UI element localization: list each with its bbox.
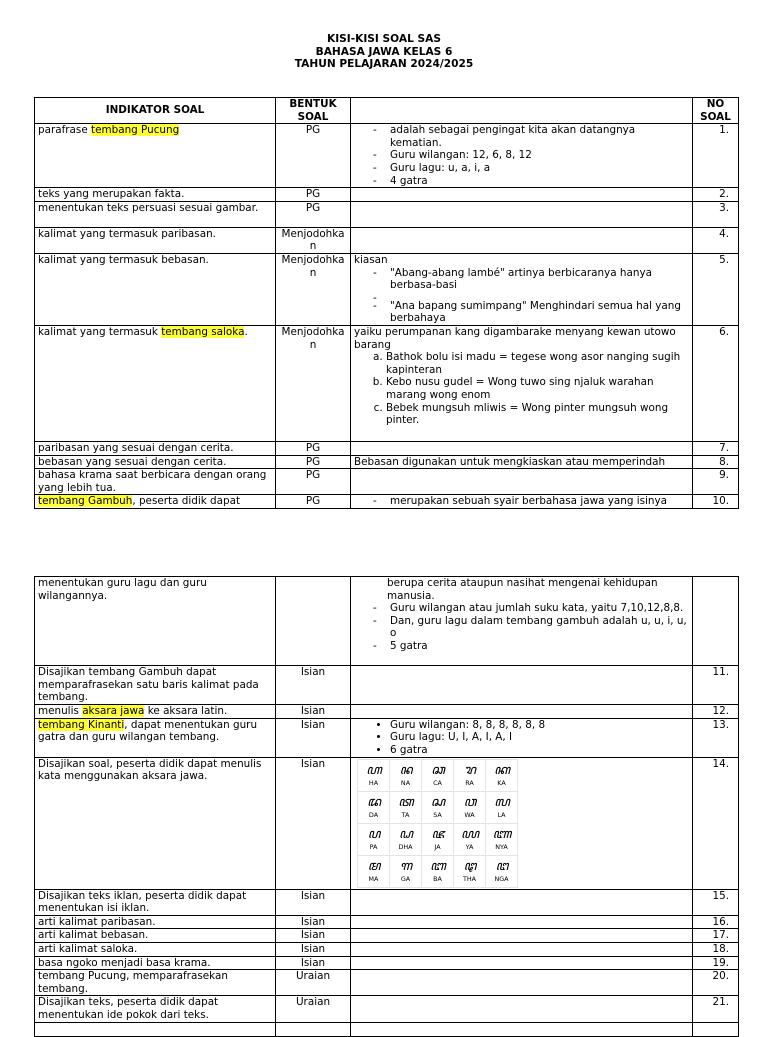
bentuk-cell: PG xyxy=(276,495,351,509)
list-item: • 6 gatra xyxy=(390,744,689,757)
header-materi xyxy=(351,98,693,124)
indikator-cell: paribasan yang sesuai dengan cerita. xyxy=(35,441,276,455)
no-cell: 20. xyxy=(693,970,739,996)
no-cell: 9. xyxy=(693,469,739,495)
table-row xyxy=(35,325,739,441)
aksara-glyph: ꦔ xyxy=(495,858,508,874)
bentuk-cell: Isian xyxy=(276,757,351,889)
list-item: a. Bathok bolu isi madu = tegese wong asor nanging sugih kapinteran xyxy=(386,351,689,376)
table-row xyxy=(35,188,739,202)
aksara-glyph: ꦠ xyxy=(398,794,413,810)
indikator-cell: menentukan teks persuasi sesuai gambar. xyxy=(35,201,276,227)
aksara-glyph: ꦤ xyxy=(399,762,412,778)
materi-cell xyxy=(351,705,693,719)
aksara-glyph: ꦲ xyxy=(366,762,381,778)
bentuk-cell: Isian xyxy=(276,666,351,705)
no-cell: 6. xyxy=(693,325,739,441)
indikator-cell: Disajikan tembang Gambuh dapat memparafrasekan satu baris kalimat pada tembang. xyxy=(35,666,276,705)
indikator-cell: kalimat yang termasuk bebasan. xyxy=(35,253,276,325)
indikator-cell: basa ngoko menjadi basa krama. xyxy=(35,956,276,970)
list-item: - Guru lagu: u, a, i, a xyxy=(390,162,689,175)
aksara-cell-ha xyxy=(358,759,390,791)
table-row xyxy=(35,889,739,915)
table-row xyxy=(35,996,739,1022)
table-row xyxy=(35,956,739,970)
aksara-latin-label: DHA xyxy=(398,842,413,851)
document-title xyxy=(0,33,768,71)
aksara-cell-dha xyxy=(390,823,422,855)
bentuk-cell: PG xyxy=(276,188,351,202)
aksara-cell-pa xyxy=(358,823,390,855)
aksara-glyph: ꦱ xyxy=(430,794,445,810)
aksara-row xyxy=(358,791,518,823)
indikator-cell: Disajikan soal, peserta didik dapat menulis kata menggunakan aksara jawa. xyxy=(35,757,276,889)
indikator-cell: bebasan yang sesuai dengan cerita. xyxy=(35,455,276,469)
indikator-cell: tembang Gambuh, peserta didik dapat xyxy=(35,495,276,509)
aksara-cell-ka xyxy=(486,759,518,791)
indikator-cell: kalimat yang termasuk tembang saloka. xyxy=(35,325,276,441)
materi-cell xyxy=(351,889,693,915)
list-item: - Guru wilangan: 12, 6, 8, 12 xyxy=(390,149,689,162)
materi-cell xyxy=(351,495,693,509)
table-row xyxy=(35,441,739,455)
materi-cell xyxy=(351,996,693,1022)
indikator-cell: menulis aksara jawa ke aksara latin. xyxy=(35,705,276,719)
table-row-partial xyxy=(35,1022,739,1036)
bentuk-cell: Isian xyxy=(276,889,351,915)
aksara-latin-label: HA xyxy=(368,778,379,787)
list-item: - "Ana bapang sumimpang" Menghindari semua hal yang berbahaya xyxy=(390,300,689,325)
aksara-cell-ba xyxy=(422,855,454,887)
aksara-latin-label: WA xyxy=(464,810,475,819)
aksara-jawa-chart xyxy=(357,759,518,888)
bentuk-cell: Isian xyxy=(276,915,351,929)
aksara-cell-ta xyxy=(390,791,422,823)
no-cell: 15. xyxy=(693,889,739,915)
indikator-cell: arti kalimat saloka. xyxy=(35,942,276,956)
no-cell: 2. xyxy=(693,188,739,202)
aksara-latin-label: GA xyxy=(400,874,411,883)
aksara-latin-label: MA xyxy=(368,874,379,883)
materi-cell xyxy=(351,757,693,889)
no-cell: 12. xyxy=(693,705,739,719)
table-row xyxy=(35,455,739,469)
indikator-cell: Disajikan teks iklan, peserta didik dapat menentukan isi iklan. xyxy=(35,889,276,915)
bentuk-cell: Isian xyxy=(276,956,351,970)
title-line-1: KISI-KISI SOAL SAS xyxy=(327,33,441,45)
aksara-cell-nga xyxy=(486,855,518,887)
no-cell: 8. xyxy=(693,455,739,469)
aksara-latin-label: NA xyxy=(400,778,411,787)
aksara-cell-ra xyxy=(454,759,486,791)
list-item: b. Kebo nusu gudel = Wong tuwo sing njaluk warahan marang wong enom xyxy=(386,376,689,401)
list-item: - merupakan sebuah syair berbahasa jawa yang isinya xyxy=(390,495,689,508)
bentuk-cell xyxy=(276,577,351,666)
no-cell: 11. xyxy=(693,666,739,705)
header-indikator: INDIKATOR SOAL xyxy=(35,98,276,124)
materi-cell xyxy=(351,956,693,970)
list-item: - 5 gatra xyxy=(390,640,689,653)
no-cell: 1. xyxy=(693,124,739,188)
list-item: - Dan, guru lagu dalam tembang gambuh adalah u, u, i, u, o xyxy=(390,615,689,640)
aksara-cell-na xyxy=(390,759,422,791)
indikator-cell: kalimat yang termasuk paribasan. xyxy=(35,227,276,253)
table-row xyxy=(35,253,739,325)
materi-cell xyxy=(351,929,693,943)
aksara-cell-sa xyxy=(422,791,454,823)
aksara-glyph: ꦛ xyxy=(463,858,476,874)
indikator-cell: tembang Pucung, memparafrasekan tembang. xyxy=(35,970,276,996)
aksara-latin-label: BA xyxy=(433,874,442,883)
bentuk-cell: Isian xyxy=(276,705,351,719)
list-item: - adalah sebagai pengingat kita akan datangnya kematian. xyxy=(390,124,689,149)
header-no: NO SOAL xyxy=(693,98,739,124)
aksara-latin-label: JA xyxy=(434,842,441,851)
title-line-2: BAHASA JAWA KELAS 6 xyxy=(315,45,453,58)
materi-cell: yaiku perumpanan kang digambarake menyang kewan utowo barang a. Bathok bolu isi madu = tegese wong asor nanging sugih kapinteran b. Kebo nusu gudel = Wong tuwo sing njaluk warahan marang wong enom c. Bebek mungsuh mliwis = Wong pinter mungsuh wong pinter. xyxy=(351,325,693,441)
bentuk-cell: PG xyxy=(276,441,351,455)
aksara-latin-label: THA xyxy=(462,874,477,883)
bentuk-cell: PG xyxy=(276,455,351,469)
materi-cell xyxy=(351,970,693,996)
aksara-row xyxy=(358,759,518,791)
indikator-cell: tembang Kinanti, dapat menentukan guru gatra dan guru wilangan tembang. xyxy=(35,718,276,757)
list-item: - "Abang-abang lambé" artinya berbicaranya hanya berbasa-basi xyxy=(390,267,689,292)
materi-cell xyxy=(351,942,693,956)
materi-cell xyxy=(351,915,693,929)
title-line-3: TAHUN PELAJARAN 2024/2025 xyxy=(294,58,474,70)
no-cell: 16. xyxy=(693,915,739,929)
indikator-cell: Disajikan teks, peserta didik dapat menentukan ide pokok dari teks. xyxy=(35,996,276,1022)
aksara-cell-ja xyxy=(422,823,454,855)
aksara-latin-label: RA xyxy=(465,778,474,787)
no-cell: 7. xyxy=(693,441,739,455)
bentuk-cell: Uraian xyxy=(276,996,351,1022)
no-cell xyxy=(693,577,739,666)
materi-cell xyxy=(351,441,693,455)
aksara-glyph: ꦕ xyxy=(431,762,444,778)
bentuk-cell: Menjodohkan xyxy=(276,227,351,253)
indikator-cell: teks yang merupakan fakta. xyxy=(35,188,276,202)
aksara-glyph: ꦝ xyxy=(399,826,412,842)
aksara-glyph: ꦩ xyxy=(367,858,380,874)
materi-cell xyxy=(351,188,693,202)
no-cell: 17. xyxy=(693,929,739,943)
no-cell: 21. xyxy=(693,996,739,1022)
list-item: - Guru wilangan atau jumlah suku kata, yaitu 7,10,12,8,8. xyxy=(390,602,689,615)
aksara-glyph: ꦒ xyxy=(399,858,412,874)
no-cell: 4. xyxy=(693,227,739,253)
table-row xyxy=(35,705,739,719)
table-row xyxy=(35,666,739,705)
table-row xyxy=(35,124,739,188)
aksara-glyph: ꦭ xyxy=(494,794,509,810)
bentuk-cell: Isian xyxy=(276,718,351,757)
aksara-cell-la xyxy=(486,791,518,823)
indikator-cell: arti kalimat paribasan. xyxy=(35,915,276,929)
indikator-cell: arti kalimat bebasan. xyxy=(35,929,276,943)
aksara-glyph: ꦪ xyxy=(461,826,478,842)
aksara-cell-ca xyxy=(422,759,454,791)
no-cell: 18. xyxy=(693,942,739,956)
materi-cell: berupa cerita ataupun nasihat mengenai kehidupan manusia. - Guru wilangan atau jumlah suku kata, yaitu 7,10,12,8,8. - Dan, guru lagu dalam tembang gambuh adalah u, u, i, u, o - 5 gatra xyxy=(351,577,693,666)
aksara-latin-label: NGA xyxy=(494,874,509,883)
table-row xyxy=(35,942,739,956)
aksara-latin-label: YA xyxy=(465,842,474,851)
bentuk-cell: PG xyxy=(276,201,351,227)
list-item: • Guru wilangan: 8, 8, 8, 8, 8, 8 xyxy=(390,719,689,732)
aksara-row xyxy=(358,823,518,855)
aksara-glyph: ꦚ xyxy=(492,826,511,842)
bentuk-cell: Menjodohkan xyxy=(276,325,351,441)
kisi-kisi-table-page-2 xyxy=(34,576,739,1037)
aksara-latin-label: NYA xyxy=(495,842,508,851)
list-item: • Guru lagu: U, I, A, I, A, I xyxy=(390,731,689,744)
aksara-cell-ga xyxy=(390,855,422,887)
aksara-cell-ma xyxy=(358,855,390,887)
aksara-glyph: ꦏ xyxy=(494,762,509,778)
table-row xyxy=(35,201,739,227)
aksara-cell-ya xyxy=(454,823,486,855)
list-item: - 4 gatra xyxy=(390,175,689,188)
bentuk-cell: Uraian xyxy=(276,970,351,996)
table-row xyxy=(35,757,739,889)
list-item: c. Bebek mungsuh mliwis = Wong pinter mungsuh wong pinter. xyxy=(386,402,689,427)
aksara-glyph: ꦫ xyxy=(464,762,475,778)
aksara-latin-label: CA xyxy=(433,778,442,787)
aksara-cell-da xyxy=(358,791,390,823)
aksara-cell-wa xyxy=(454,791,486,823)
aksara-row xyxy=(358,855,518,887)
no-cell: 14. xyxy=(693,757,739,889)
table-row xyxy=(35,469,739,495)
bentuk-cell: PG xyxy=(276,469,351,495)
aksara-glyph: ꦗ xyxy=(431,826,444,842)
aksara-cell-nya xyxy=(486,823,518,855)
aksara-glyph: ꦮ xyxy=(463,794,476,810)
no-cell: 5. xyxy=(693,253,739,325)
table-row xyxy=(35,970,739,996)
table-row xyxy=(35,929,739,943)
materi-cell: kiasan - "Abang-abang lambé" artinya berbicaranya hanya berbasa-basi - - "Ana bapang sumimpang" Menghindari semua hal yang berbahaya xyxy=(351,253,693,325)
materi-cell: Bebasan digunakan untuk mengkiaskan atau memperindah xyxy=(351,455,693,469)
no-cell: 10. xyxy=(693,495,739,509)
aksara-latin-label: SA xyxy=(433,810,442,819)
materi-cell xyxy=(351,201,693,227)
aksara-latin-label: LA xyxy=(497,810,506,819)
aksara-latin-label: TA xyxy=(401,810,410,819)
no-cell: 13. xyxy=(693,718,739,757)
materi-cell xyxy=(351,227,693,253)
aksara-latin-label: DA xyxy=(368,810,379,819)
indikator-cell: bahasa krama saat berbicara dengan orang yang lebih tua. xyxy=(35,469,276,495)
indikator-cell: menentukan guru lagu dan guru wilangannya. xyxy=(35,577,276,666)
table-row xyxy=(35,227,739,253)
table-row xyxy=(35,577,739,666)
aksara-glyph: ꦧ xyxy=(430,858,445,874)
bentuk-cell: PG xyxy=(276,124,351,188)
table-row xyxy=(35,915,739,929)
bentuk-cell: Menjodohkan xyxy=(276,253,351,325)
kisi-kisi-table-page-1 xyxy=(34,97,739,509)
materi-cell xyxy=(351,124,693,188)
aksara-latin-label: PA xyxy=(369,842,378,851)
bentuk-cell: Isian xyxy=(276,929,351,943)
materi-cell xyxy=(351,469,693,495)
materi-cell xyxy=(351,718,693,757)
bentuk-cell: Isian xyxy=(276,942,351,956)
no-cell: 19. xyxy=(693,956,739,970)
aksara-latin-label: KA xyxy=(497,778,506,787)
indikator-cell: parafrase tembang Pucung xyxy=(35,124,276,188)
table-row xyxy=(35,718,739,757)
aksara-cell-tha xyxy=(454,855,486,887)
table-header-row xyxy=(35,98,739,124)
header-bentuk: BENTUK SOAL xyxy=(276,98,351,124)
materi-cell xyxy=(351,666,693,705)
aksara-glyph: ꦢ xyxy=(367,794,380,810)
no-cell: 3. xyxy=(693,201,739,227)
table-row xyxy=(35,495,739,509)
aksara-glyph: ꦥ xyxy=(367,826,380,842)
